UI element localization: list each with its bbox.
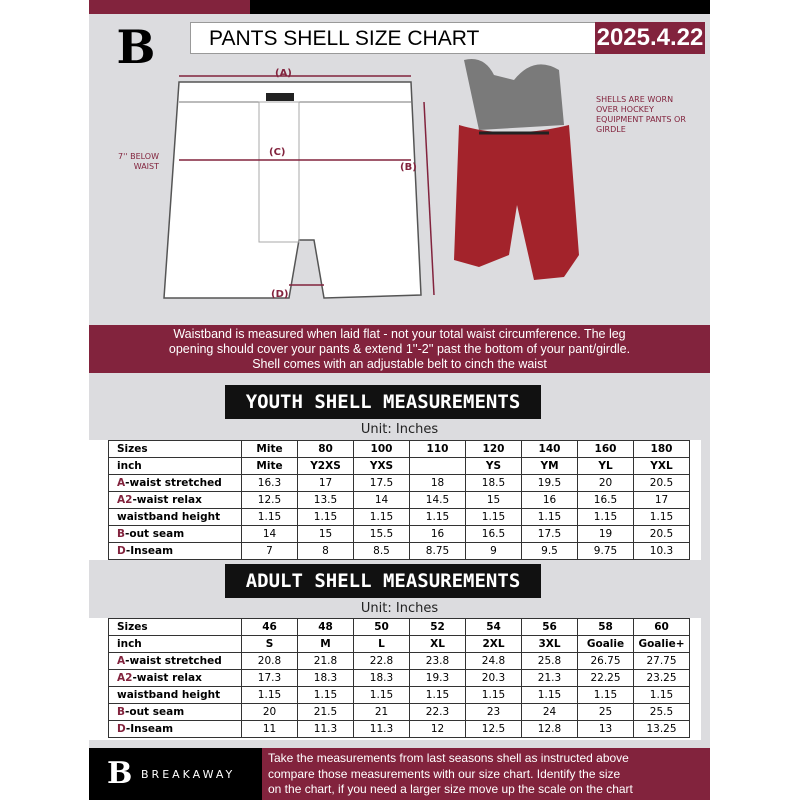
adult-size-table	[108, 618, 690, 738]
table-row	[109, 670, 690, 687]
table-cell: 21.5	[298, 704, 354, 721]
row-label	[109, 619, 242, 636]
footer-line: Take the measurements from last seasons shell as instructed above	[268, 751, 629, 765]
measure-label: waistband height	[117, 511, 221, 523]
table-row	[109, 526, 690, 543]
table-cell: 8	[298, 543, 354, 560]
table-cell: 23.8	[410, 653, 466, 670]
row-label	[109, 509, 242, 526]
measure-code: A	[117, 655, 126, 667]
label-c: (C)	[269, 147, 286, 158]
row-label	[109, 475, 242, 492]
table-row	[109, 619, 690, 636]
table-cell: 19.5	[522, 475, 578, 492]
table-cell: 56	[522, 619, 578, 636]
table-cell: 80	[298, 441, 354, 458]
row-label	[109, 458, 242, 475]
table-cell: 110	[410, 441, 466, 458]
row-label	[109, 543, 242, 560]
table-cell: 1.15	[354, 687, 410, 704]
table-cell: 54	[466, 619, 522, 636]
table-row	[109, 636, 690, 653]
table-cell: 13	[578, 721, 634, 738]
table-cell: 17	[634, 492, 690, 509]
table-cell: 16.3	[242, 475, 298, 492]
table-cell: 11.3	[354, 721, 410, 738]
measure-label: Sizes	[117, 621, 148, 633]
table-cell: 8.75	[410, 543, 466, 560]
label-a: (A)	[275, 68, 292, 79]
measure-label: -waist relax	[132, 494, 202, 506]
measure-code: A2	[117, 672, 133, 684]
table-cell: 1.15	[298, 687, 354, 704]
table-cell: 1.15	[298, 509, 354, 526]
date-badge: 2025.4.22	[595, 22, 705, 54]
table-cell: 25.8	[522, 653, 578, 670]
table-cell: 2XL	[466, 636, 522, 653]
footer-line: on the chart, if you need a larger size move up the scale on the chart	[268, 782, 633, 796]
measure-label: -Inseam	[125, 545, 174, 557]
table-cell: 11	[242, 721, 298, 738]
table-cell: 21	[354, 704, 410, 721]
pants-photo	[439, 55, 589, 320]
footer-line: compare those measurements with our size chart. Identify the size	[268, 766, 621, 781]
table-cell: 1.15	[242, 509, 298, 526]
table-cell: 25.5	[634, 704, 690, 721]
table-cell: 1.15	[578, 509, 634, 526]
row-label	[109, 636, 242, 653]
table-cell: 60	[634, 619, 690, 636]
table-cell: 23.25	[634, 670, 690, 687]
table-cell: 58	[578, 619, 634, 636]
table-cell: 16.5	[466, 526, 522, 543]
top-bar-black	[250, 0, 710, 14]
table-cell: 1.15	[634, 509, 690, 526]
table-cell: 14	[354, 492, 410, 509]
table-cell: 12.5	[242, 492, 298, 509]
measure-label: inch	[117, 638, 142, 650]
youth-unit: Unit: Inches	[360, 422, 439, 437]
table-cell: 8.5	[354, 543, 410, 560]
pants-diagram	[149, 60, 449, 310]
table-cell: 140	[522, 441, 578, 458]
table-cell: 27.75	[634, 653, 690, 670]
table-cell: 16	[522, 492, 578, 509]
measure-code: D	[117, 723, 126, 735]
table-cell: 18.3	[354, 670, 410, 687]
measure-code: A	[117, 477, 126, 489]
table-cell: YL	[578, 458, 634, 475]
table-cell: 18.5	[466, 475, 522, 492]
row-label	[109, 653, 242, 670]
table-cell: Goalie	[578, 636, 634, 653]
table-cell: 10.3	[634, 543, 690, 560]
table-row	[109, 687, 690, 704]
table-cell: 17.5	[522, 526, 578, 543]
table-cell: 1.15	[466, 687, 522, 704]
table-cell: 16	[410, 526, 466, 543]
table-row	[109, 509, 690, 526]
table-row	[109, 458, 690, 475]
table-cell: 19.3	[410, 670, 466, 687]
table-cell: 14	[242, 526, 298, 543]
table-row	[109, 441, 690, 458]
table-cell: 17	[298, 475, 354, 492]
table-cell: 18	[410, 475, 466, 492]
measure-code: D	[117, 545, 126, 557]
table-row	[109, 492, 690, 509]
table-cell: 46	[242, 619, 298, 636]
table-cell: XL	[410, 636, 466, 653]
table-row	[109, 653, 690, 670]
row-label	[109, 526, 242, 543]
table-cell: 1.15	[410, 509, 466, 526]
table-cell: 52	[410, 619, 466, 636]
row-label	[109, 687, 242, 704]
table-cell: 20.5	[634, 526, 690, 543]
row-label	[109, 441, 242, 458]
table-cell	[410, 458, 466, 475]
table-cell: 22.8	[354, 653, 410, 670]
table-cell: 13.5	[298, 492, 354, 509]
table-cell: 16.5	[578, 492, 634, 509]
table-cell: YS	[466, 458, 522, 475]
table-cell: 12.8	[522, 721, 578, 738]
banner-line: Shell comes with an adjustable belt to cinch the waist	[252, 357, 547, 371]
footer-brand	[89, 748, 262, 800]
table-cell: 1.15	[466, 509, 522, 526]
table-row	[109, 721, 690, 738]
footer-brand-name: BREAKAWAY	[141, 768, 236, 781]
measure-label: -waist stretched	[125, 477, 222, 489]
table-cell: 20.5	[634, 475, 690, 492]
row-label	[109, 704, 242, 721]
table-cell: 14.5	[410, 492, 466, 509]
table-cell: M	[298, 636, 354, 653]
table-cell: 21.3	[522, 670, 578, 687]
table-cell: YM	[522, 458, 578, 475]
table-cell: 17.5	[354, 475, 410, 492]
measure-label: -waist stretched	[125, 655, 222, 667]
brand-logo: B	[116, 20, 156, 74]
adult-section-title: ADULT SHELL MEASUREMENTS	[225, 564, 541, 598]
shell-note: SHELLS ARE WORN OVER HOCKEY EQUIPMENT PANTS OR GIRDLE	[596, 95, 686, 134]
table-cell: 15	[298, 526, 354, 543]
table-cell: 22.25	[578, 670, 634, 687]
table-cell: 20.3	[466, 670, 522, 687]
measure-code: B	[117, 528, 126, 540]
table-cell: 120	[466, 441, 522, 458]
table-cell: 22.3	[410, 704, 466, 721]
measure-label: -waist relax	[132, 672, 202, 684]
table-cell: 50	[354, 619, 410, 636]
table-cell: 9	[466, 543, 522, 560]
top-bar-maroon	[89, 0, 250, 14]
table-cell: 13.25	[634, 721, 690, 738]
table-cell: 1.15	[634, 687, 690, 704]
measure-label: -out seam	[125, 528, 185, 540]
table-cell: 24.8	[466, 653, 522, 670]
label-d: (D)	[271, 289, 289, 300]
table-cell: 23	[466, 704, 522, 721]
table-row	[109, 543, 690, 560]
table-cell: 25	[578, 704, 634, 721]
table-cell: 1.15	[410, 687, 466, 704]
table-cell: 1.15	[242, 687, 298, 704]
table-cell: 12	[410, 721, 466, 738]
table-cell: Y2XS	[298, 458, 354, 475]
table-cell: 17.3	[242, 670, 298, 687]
table-cell: 12.5	[466, 721, 522, 738]
measure-code: B	[117, 706, 126, 718]
youth-section-title: YOUTH SHELL MEASUREMENTS	[225, 385, 541, 419]
table-cell: 1.15	[522, 509, 578, 526]
label-b: (B)	[400, 162, 417, 173]
table-cell: YXL	[634, 458, 690, 475]
row-label	[109, 721, 242, 738]
footer-logo: B	[107, 756, 133, 791]
table-row	[109, 475, 690, 492]
table-cell: Goalie+	[634, 636, 690, 653]
row-label	[109, 670, 242, 687]
table-cell: 7	[242, 543, 298, 560]
table-cell: 180	[634, 441, 690, 458]
table-cell: 9.75	[578, 543, 634, 560]
size-chart-page	[89, 0, 710, 800]
banner-line: opening should cover your pants & extend 1''-2'' past the bottom of your pant/girdle.	[168, 342, 631, 356]
table-cell: 21.8	[298, 653, 354, 670]
table-cell: 100	[354, 441, 410, 458]
footer-instructions	[262, 748, 710, 800]
table-cell: 20.8	[242, 653, 298, 670]
info-banner	[89, 325, 710, 373]
measure-label: -Inseam	[125, 723, 174, 735]
table-cell: S	[242, 636, 298, 653]
table-cell: 160	[578, 441, 634, 458]
measure-label: waistband height	[117, 689, 221, 701]
row-label	[109, 492, 242, 509]
table-cell: 9.5	[522, 543, 578, 560]
youth-size-table	[108, 440, 690, 560]
table-cell: Mite	[242, 458, 298, 475]
table-cell: 19	[578, 526, 634, 543]
measure-label: inch	[117, 460, 142, 472]
table-cell: 11.3	[298, 721, 354, 738]
table-cell: 3XL	[522, 636, 578, 653]
page-title: PANTS SHELL SIZE CHART	[190, 22, 596, 54]
banner-line: Waistband is measured when laid flat - not your total waist circumference. The leg	[173, 327, 626, 341]
table-cell: 1.15	[354, 509, 410, 526]
table-cell: 18.3	[298, 670, 354, 687]
table-cell: 1.15	[522, 687, 578, 704]
measure-label: -out seam	[125, 706, 185, 718]
table-cell: 48	[298, 619, 354, 636]
measure-label: Sizes	[117, 443, 148, 455]
table-cell: Mite	[242, 441, 298, 458]
measure-code: A2	[117, 494, 133, 506]
table-row	[109, 704, 690, 721]
table-cell: 24	[522, 704, 578, 721]
below-waist-note: 7'' BELOW WAIST	[118, 152, 159, 171]
table-cell: 1.15	[578, 687, 634, 704]
table-cell: L	[354, 636, 410, 653]
table-cell: 20	[578, 475, 634, 492]
table-cell: 20	[242, 704, 298, 721]
table-cell: 15.5	[354, 526, 410, 543]
table-cell: 15	[466, 492, 522, 509]
table-cell: 26.75	[578, 653, 634, 670]
adult-unit: Unit: Inches	[360, 601, 439, 616]
table-cell: YXS	[354, 458, 410, 475]
